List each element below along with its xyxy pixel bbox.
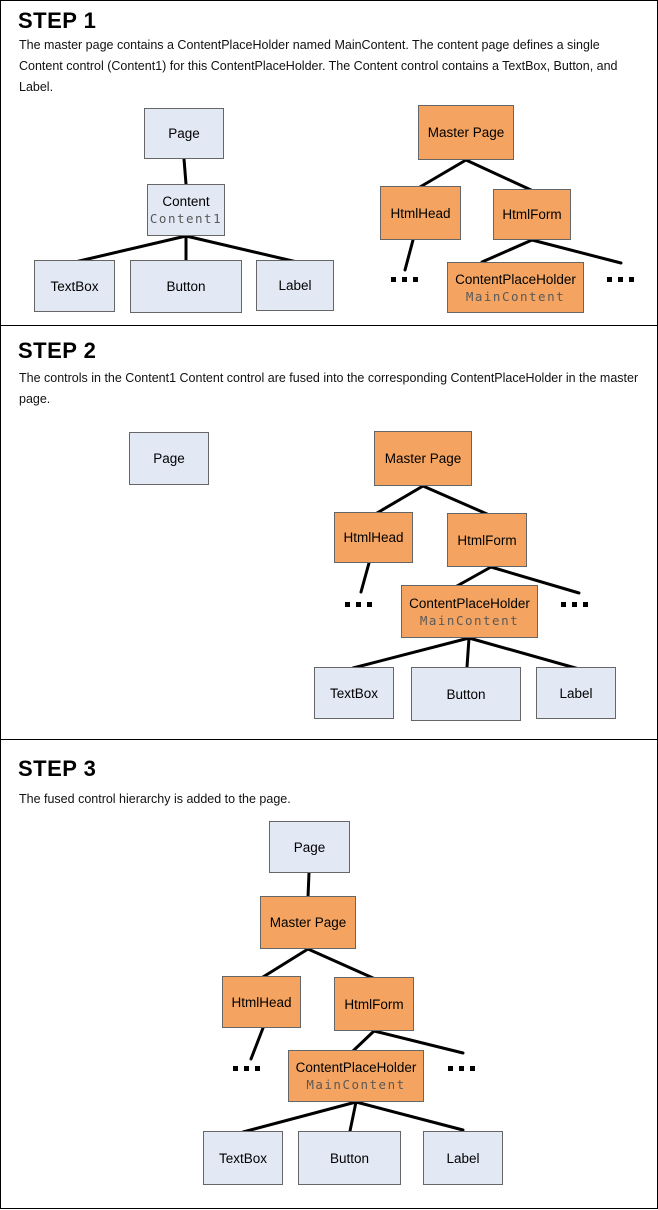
step1-node-label [256,260,334,311]
ellipsis-icon [561,602,588,607]
step1-node-textbox-label: TextBox [50,278,99,294]
step1-node-button [130,260,242,313]
step3-node-textbox-label: TextBox [218,1150,268,1166]
step2-panel [0,325,658,740]
step2-node-contentplaceholder [401,585,538,638]
step1-node-master-page [418,105,514,160]
step1-node-contentplaceholder-label: ContentPlaceHolder [455,271,576,287]
step3-node-master-page-label: Master Page [269,915,347,930]
step3-node-contentplaceholder-label: ContentPlaceHolder [295,1060,417,1075]
step1-node-textbox [34,260,115,312]
step3-node-page [269,821,350,873]
step1-node-htmlhead-label: HtmlHead [390,205,451,221]
step2-description: The controls in the Content1 Content control are fused into the corresponding ContentPlaceHolder in the master page. [19,371,639,406]
step3-node-htmlform [334,977,414,1031]
step2-node-master-page [374,431,472,486]
step3-panel [0,739,658,1209]
step1-node-page-label: Page [168,126,200,141]
step3-node-button-label: Button [329,1150,370,1166]
step3-node-label-label: Label [446,1150,480,1166]
step3-node-placeholder-id: MainContent [306,1077,406,1092]
ellipsis-icon [607,277,634,282]
step3-node-textbox [203,1131,283,1185]
step2-node-page [129,432,209,485]
step3-description: The fused control hierarchy is added to the page. [19,792,291,806]
step3-node-page-label: Page [293,839,326,855]
ellipsis-icon [233,1066,260,1071]
step3-node-htmlhead [222,976,301,1028]
step2-title: STEP 2 [18,338,97,363]
step1-node-placeholder-id: MainContent [465,288,566,304]
step2-node-textbox [314,667,394,719]
step2-node-button [411,667,521,721]
step1-node-content-label: Content [162,194,210,209]
step2-node-label-label: Label [559,685,593,701]
step1-title: STEP 1 [18,8,97,33]
step2-node-contentplaceholder-label: ContentPlaceHolder [409,595,530,611]
step1-description: The master page contains a ContentPlaceHolder named MainContent. The content page defines a single Content control (Content1) for this ContentPlaceHolder. The Content control contains a TextBox, Button, and Label. [19,38,618,94]
step2-node-textbox-label: TextBox [329,685,379,701]
step1-node-htmlform [493,189,571,240]
ellipsis-icon [391,277,418,282]
step1-node-contentplaceholder [447,262,584,313]
step1-node-content-id: Content1 [149,211,223,226]
step3-title: STEP 3 [18,756,97,781]
step2-node-htmlhead [334,512,413,563]
step3-node-htmlhead-label: HtmlHead [231,994,292,1010]
step2-node-button-label: Button [446,686,486,702]
step1-node-htmlhead [380,186,461,240]
step1-node-label-label: Label [278,278,312,293]
step1-node-htmlform-label: HtmlForm [502,207,562,222]
ellipsis-icon [448,1066,475,1071]
step3-node-label [423,1131,503,1185]
step2-node-master-page-label: Master Page [384,451,462,466]
step3-node-contentplaceholder [288,1050,424,1102]
step3-node-button [298,1131,401,1185]
step2-node-page-label: Page [153,451,185,466]
step1-panel [0,0,658,326]
step1-node-content [147,184,225,236]
step1-node-master-page-label: Master Page [427,125,505,140]
step1-node-page [144,108,224,159]
step3-node-master-page [260,896,356,949]
step2-node-htmlform [447,513,527,567]
step3-node-htmlform-label: HtmlForm [344,996,404,1012]
step2-node-htmlhead-label: HtmlHead [343,530,404,545]
step2-node-label [536,667,616,719]
step1-node-button-label: Button [166,279,206,294]
step2-node-placeholder-id: MainContent [419,612,520,628]
ellipsis-icon [345,602,372,607]
step2-node-htmlform-label: HtmlForm [457,532,517,548]
